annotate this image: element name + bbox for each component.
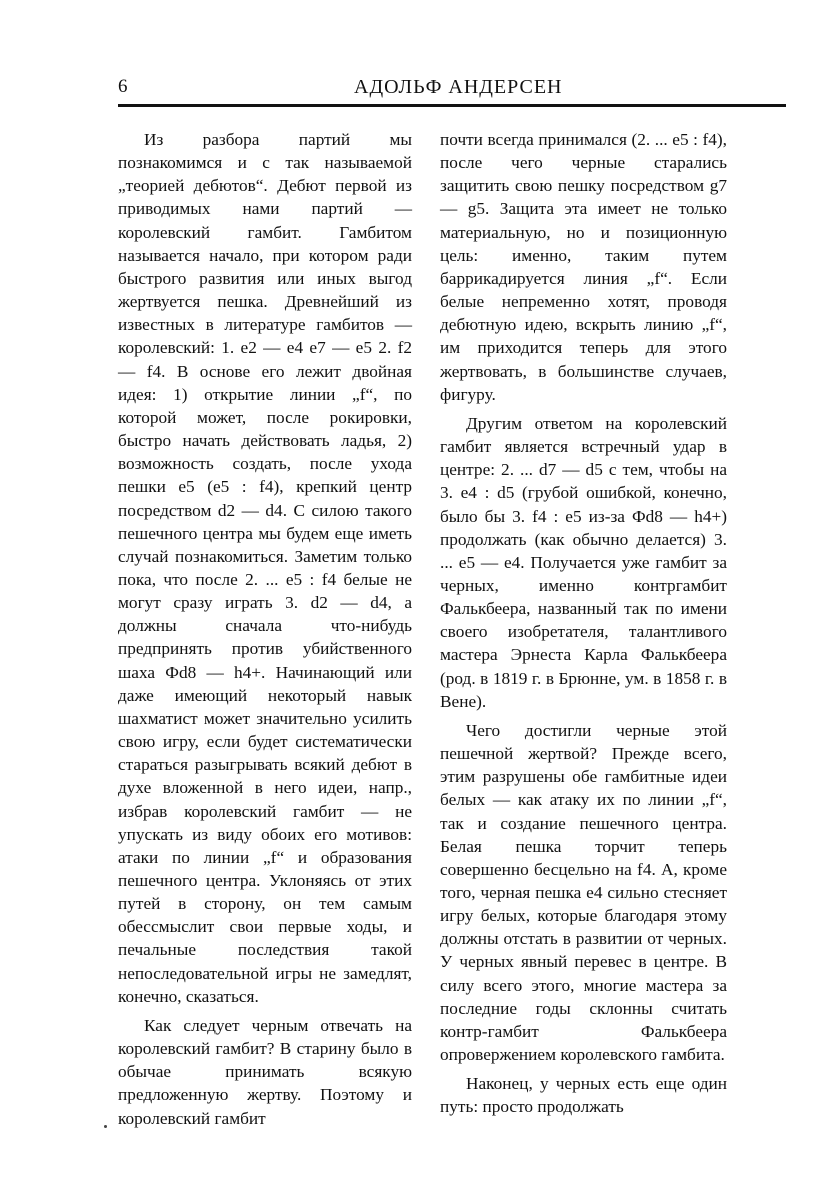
page-number: 6 [118, 76, 128, 97]
paragraph-black-reply: Как следует черным отвечать на королевский гамбит? В старину было в обычае принимать всякую предложенную жертву. Поэтому и королевский гамбит [118, 1015, 412, 1128]
paragraph-accepted-continuation: почти всегда принимался (2. ... e5 : f4), после чего черные старались защитить свою пешку посредством g7 — g5. Защита эта имеет не только материальную, но и позиционную цель: именно, таким путем баррикадируется линия „f“. Если белые непременно хотят, проводя дебютную идею, вскрыть линию „f“, им приходится теперь для этого жертвовать, в большинстве случаев, фигуру. [440, 130, 727, 404]
paragraph-pawn-sacrifice: Чего достигли черные этой пешечной жертвой? Прежде всего, этим разрушены обе гамбитные идеи белых — как атаку их по линии „f“, так и создание пешечного центра. Белая пешка торчит теперь совершенно бесцельно на f4. А, кроме того, черная пешка e4 сильно стесняет игру белых, которые благодаря этому должны отстать в развитии от черных. У черных явный перевес в центре. В силу всего этого, многие мастера за последние годы склонны считать контр-гамбит Фалькбеера опровержением королевского гамбита. [440, 720, 727, 1065]
paragraph-another-path: Наконец, у черных есть еще один путь: просто продолжать [440, 1074, 727, 1117]
left-column [118, 128, 412, 1130]
running-head: АДОЛЬФ АНДЕРСЕН [354, 76, 563, 98]
paragraph-royal-gambit-intro: Из разбора партий мы познакомимся и с так называемой „теорией дебютов“. Дебют первой из приводимых нами партий — королевский гамбит. Гамбитом называется начало, при котором ради быстрого развития или иных выгод жертвуется пешка. Древнейший из известных в литературе гамбитов — королевский: 1. e2 — e4 e7 — e5 2. f2 — f4. В основе его лежит двойная идея: 1) открытие линии „f“, по которой может, после рокировки, быстро начать действовать ладья, 2) возможность создать, после ухода пешки e5 (e5 : f4), крепкий центр посредством d2 — d4. С силою такого пешечного центра мы будем еще иметь случай познакомиться. Заметим только пока, что после 2. ... e5 : f4 белые не могут сразу играть 3. d2 — d4, а должны сначала что-нибудь предпринять против убийственного шаха Фd8 — h4+. Начинающий или даже имеющий некоторый навык шахматист может значительно усилить свою игру, если будет систематически стараться разыгрывать всякий дебют в духе вложенной в него идеи, напр., избрав королевский гамбит — не упускать из виду обоих его мотивов: атаки по линии „f“ и образования пешечного центра. Уклоняясь от этих путей в сторону, он тем самым обессмыслит свои первые ходы, и печальные последствия такой непоследовательной игры не замедлят, конечно, сказаться. [118, 130, 412, 1006]
print-speck [104, 1125, 107, 1128]
paragraph-counter-gambit: Другим ответом на королевский гамбит является встречный удар в центре: 2. ... d7 — d5 с тем, чтобы на 3. e4 : d5 (грубой ошибкой, конечно, было бы 3. f4 : e5 из-за Фd8 — h4+) продолжать (как обычно делается) 3. ... e5 — e4. Получается уже гамбит за черных, именно контргамбит Фалькбеера, названный так по имени своего изобретателя, талантливого мастера Эрнеста Карла Фалькбеера (род. в 1819 г. в Брюнне, ум. в 1858 г. в Вене). [440, 413, 727, 711]
right-column [440, 128, 727, 1119]
page-header [118, 70, 786, 107]
